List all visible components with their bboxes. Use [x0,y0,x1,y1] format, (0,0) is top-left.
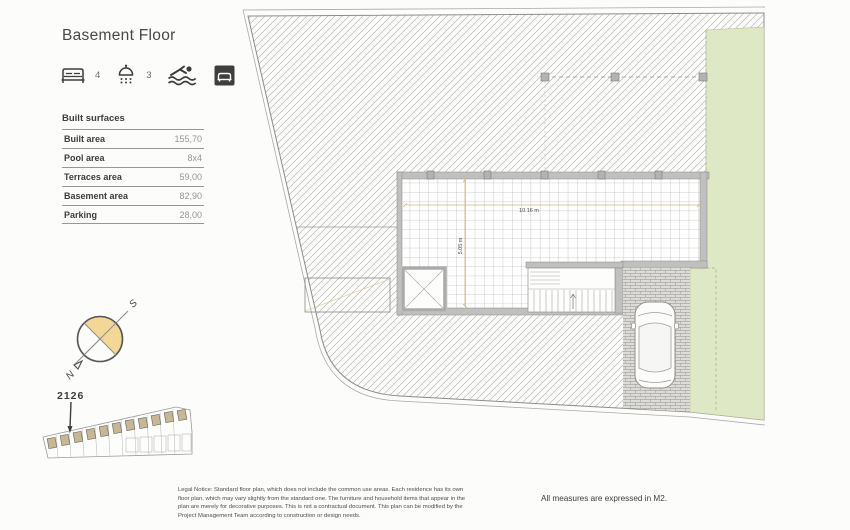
compass-north-label: N [64,369,77,383]
row-label: Built area [64,134,106,144]
table-row [62,148,204,167]
shower-icon [115,64,137,86]
table-row [62,205,204,224]
width-dimension-label: 10.16 m [519,208,539,214]
lightwell-room [403,268,445,310]
row-value: 28,00 [179,209,202,220]
garage-car-icon [214,65,235,86]
page-title: Basement Floor [62,27,176,44]
row-label: Basement area [64,191,129,201]
row-label: Pool area [64,153,105,163]
car-top-view [632,302,679,388]
bathroom-count: 3 [146,69,152,81]
bed-icon [60,65,86,85]
row-value: 59,00 [179,172,202,182]
compass-south-label: S [127,297,140,311]
row-value: 155,70 [174,134,202,144]
amenities-row [60,64,235,86]
swimmer-icon [167,64,197,86]
surfaces-table [62,129,204,224]
bedroom-count: 4 [95,69,101,81]
depth-dimension-label: 5.05 m [458,237,464,255]
row-label: Terraces area [64,172,122,182]
lot-number: 2126 [57,390,85,402]
site-plan-thumbnail [38,402,198,470]
surfaces-heading: Built surfaces [62,113,125,124]
compass-rose [62,293,147,383]
row-value: 82,90 [179,191,202,201]
lot-pointer-arrow [68,402,73,433]
legal-notice: Legal Notice: Standard floor plan, which does not include the common use areas. Each residence has its own floor plan, which may vary slightly from the standard one. The furniture and household items that appear in the plan are merely for decorative purposes. This is not a contractual document. This plan can be modified by the Project Management Team according to construction or design needs. [178,487,466,520]
row-label: Parking [64,209,98,220]
table-row [62,129,204,148]
floor-plan-drawing [233,6,773,428]
table-row [62,186,204,205]
staircase [528,268,615,312]
table-row [62,167,204,186]
row-value: 8x4 [187,153,202,163]
units-note: All measures are expressed in M2. [541,494,668,503]
